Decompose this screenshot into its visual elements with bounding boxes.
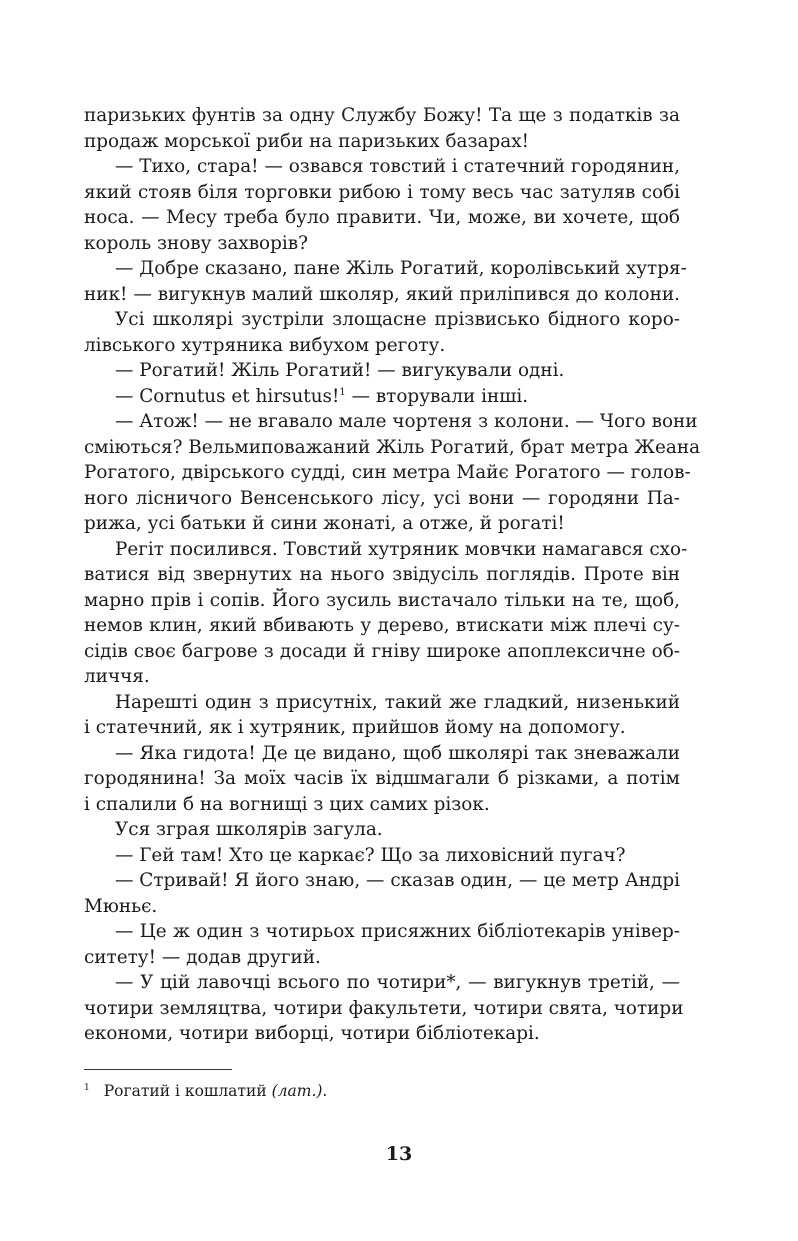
- line-text: і статечний, як і хутряник, прийшов йому на допомогу.: [84, 717, 626, 738]
- text-line: [84, 1021, 680, 1047]
- line-text: — Добре сказано, пане Жіль Рогатий, королівський хутря-: [115, 258, 687, 279]
- text-line: [84, 741, 680, 767]
- text-line: [84, 792, 680, 818]
- text-line: [84, 868, 680, 894]
- text-line: [84, 384, 680, 410]
- line-text: марно прів і сопів. Його зусиль вистачало тільки на те, щоб,: [84, 589, 680, 611]
- text-line: [84, 715, 680, 741]
- footnote-text: Рогатий і кошлатий: [103, 1082, 272, 1101]
- text-line: [84, 766, 680, 792]
- text-line: [84, 690, 680, 716]
- line-text: економи, чотири виборці, чотири бібліотекарі.: [84, 1023, 540, 1044]
- line-text: — Рогатий! Жіль Рогатий! — вигукували одні.: [115, 360, 565, 381]
- line-text: король знову захворів?: [84, 232, 308, 254]
- line-text-continuation: — вторували інші.: [345, 385, 529, 407]
- line-text: ватися від звернутих на нього звідусіль поглядів. Проте він: [84, 564, 680, 585]
- line-text: Нарешті один з присутніх, такий же гладкий, низенький: [115, 691, 680, 713]
- text-line: [84, 843, 680, 869]
- footnote-language-note: (лат.).: [271, 1082, 328, 1101]
- line-text: личчя.: [84, 666, 150, 687]
- text-line: [84, 205, 680, 231]
- line-text: — Яка гидота! Де це видано, щоб школярі так зневажали: [115, 742, 680, 764]
- text-line: [84, 970, 680, 996]
- text-line: [84, 180, 680, 206]
- line-text: — Атож! — не вгавало мале чортеня з колони. — Чого вони: [115, 411, 698, 432]
- text-line: [84, 435, 701, 461]
- line-text: паризьких фунтів за одну Службу Божу! Та ще з податків за: [84, 105, 680, 126]
- text-line: [84, 129, 680, 155]
- line-text: городянина! За моїх часів їх відшмагали б різками, а потім: [84, 768, 680, 789]
- text-line: [84, 231, 680, 257]
- line-text: продаж морської риби на паризьких базарах!: [84, 130, 529, 152]
- line-text: ситету! — додав другий.: [84, 946, 321, 968]
- text-line: [84, 333, 680, 359]
- text-line: [84, 256, 687, 282]
- text-line: [84, 282, 680, 308]
- footnote: [84, 1078, 327, 1101]
- text-line: [84, 562, 680, 588]
- line-text: який стояв біля торговки рибою і тому весь час затуляв собі: [84, 181, 680, 203]
- text-line: [84, 613, 680, 639]
- line-text: сідів своє багрове з досади й гніву широке апоплексичне об-: [84, 640, 680, 662]
- text-line: [84, 307, 680, 333]
- line-text: лівського хутряника вибухом реготу.: [84, 334, 446, 356]
- footnote-mark: 1: [84, 1083, 90, 1093]
- line-text: носа. — Месу треба було правити. Чи, може, ви хочете, щоб: [84, 207, 680, 228]
- text-line: [84, 103, 680, 129]
- line-text: Рогатого, двірського судді, син метра Майє Рогатого — голов-: [84, 462, 691, 483]
- line-text: ного лісничого Венсенського лісу, усі вони — городяни Па-: [84, 487, 680, 509]
- line-text: ник! — вигукнув малий школяр, який приліпився до колони.: [84, 283, 680, 305]
- footnote-separator: [84, 1069, 232, 1070]
- text-line: [84, 511, 680, 537]
- line-text: Регіт посилився. Товстий хутряник мовчки намагався схо-: [115, 538, 688, 560]
- line-text: — У цій лавочці всього по чотири*, — вигукнув третій, —: [115, 972, 680, 993]
- text-line: [84, 409, 698, 435]
- text-line: [84, 639, 680, 665]
- line-text: — Cornutus et hirsutus!: [115, 385, 340, 407]
- line-text: — Гей там! Хто це каркає? Що за лиховісний пугач?: [115, 844, 626, 866]
- text-line: [84, 996, 684, 1022]
- text-line: [84, 537, 688, 563]
- text-line: [84, 460, 691, 486]
- text-line: [84, 817, 680, 843]
- line-text: немов клин, який вбивають у дерево, втискати між плечі су-: [84, 615, 680, 636]
- line-text: сміються? Вельмиповажаний Жіль Рогатий, брат метра Жеана: [84, 436, 701, 458]
- line-text: рижа, усі батьки й сини жонаті, а отже, й рогаті!: [84, 513, 565, 534]
- text-line: [84, 486, 680, 512]
- line-text: і спалили б на вогнищі з цих самих різок.: [84, 793, 490, 815]
- footnote-reference: 1: [339, 386, 346, 398]
- line-text: — Стривай! Я його знаю, — сказав один, — це метр Андрі: [115, 870, 680, 891]
- text-line: [84, 154, 680, 180]
- line-text: Мюньє.: [84, 895, 158, 917]
- text-line: [84, 919, 680, 945]
- line-text: Уся зграя школярів загула.: [115, 819, 383, 840]
- page-number: 13: [385, 1143, 413, 1165]
- text-line: [84, 894, 680, 920]
- line-text: Усі школярі зустріли злощасне прізвисько бідного коро-: [115, 309, 680, 330]
- text-line: [84, 358, 680, 384]
- main-text: [84, 103, 701, 1047]
- text-line: [84, 664, 680, 690]
- text-line: [84, 945, 680, 971]
- line-text: — Тихо, стара! — озвався товстий і статечний городянин,: [115, 156, 680, 177]
- line-text: чотири земляцтва, чотири факультети, чотири свята, чотири: [84, 997, 684, 1019]
- line-text: — Це ж один з чотирьох присяжних бібліотекарів універ-: [115, 921, 680, 942]
- text-line: [84, 588, 680, 614]
